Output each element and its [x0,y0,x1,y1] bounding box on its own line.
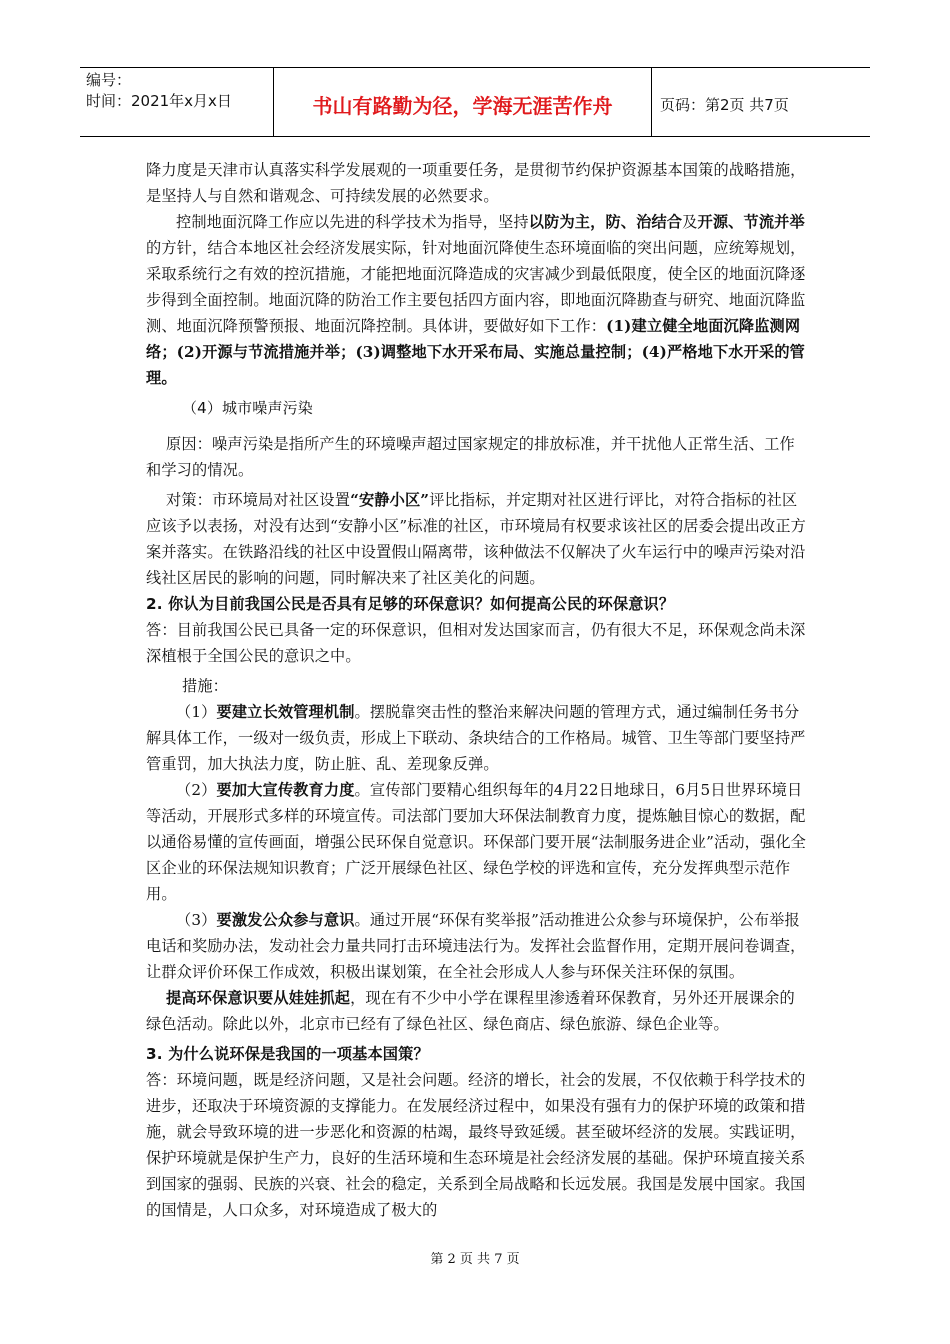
emphasis: 要激发公众参与意识 [216,911,355,929]
section-heading: （4）城市噪声污染 [182,399,313,417]
emphasis: 要建立长效管理机制 [216,703,355,721]
page-header [80,67,870,137]
paragraph: （3）要激发公众参与意识。通过开展“环保有奖举报”活动推进公众参与环境保护，公布举报电话和奖励办法，发动社会力量共同打击环境违法行为。发挥社会监督作用，定期开展问卷调查，让群众评价环保工作成效，积极出谋划策，在全社会形成人人参与环保关注环保的氛围。 [146,911,806,981]
emphasis: 要加大宣传教育力度 [216,781,355,799]
header-page-label: 页码：第2页 共7页 [660,95,789,114]
header-meta [80,68,274,136]
paragraph: 控制地面沉降工作应以先进的科学技术为指导，坚持以防为主，防、治结合及开源、节流并举的方针，结合本地区社会经济发展实际，针对地面沉降使生态环境面临的突出问题，应统筹规划，采取系统行之有效的控沉措施，才能把地面沉降造成的灾害减少到最低限度，使全区的地面沉降逐步得到全面控制。地面沉降的防治工作主要包括四方面内容，即地面沉降勘查与研究、地面沉降监测、地面沉降预警预报、地面沉降控制。具体讲，要做好如下工作：(1)建立健全地面沉降监测网络；(2)开源与节流措施并举；(3)调整地下水开采布局、实施总量控制；(4)严格地下水开采的管理。 [146,213,806,387]
paragraph: 原因：噪声污染是指所产生的环境噪声超过国家规定的排放标准，并干扰他人正常生活、工作和学习的情况。 [146,435,795,479]
paragraph: （1）要建立长效管理机制。摆脱靠突击性的整治来解决问题的管理方式，通过编制任务书分解具体工作，一级对一级负责，形成上下联动、条块结合的工作格局。城管、卫生等部门要坚持严管重罚，加大执法力度，防止脏、乱、差现象反弹。 [146,703,806,773]
header-motto: 书山有路勤为径，学海无涯苦作舟 [274,68,652,136]
paragraph: 降力度是天津市认真落实科学发展观的一项重要任务，是贯彻节约保护资源基本国策的战略措施，是坚持人与自然和谐观念、可持续发展的必然要求。 [146,161,806,205]
paragraph: 提高环保意识要从娃娃抓起，现在有不少中小学在课程里渗透着环保教育，另外还开展课余的绿色活动。除此以外，北京市已经有了绿色社区、绿色商店、绿色旅游、绿色企业等。 [146,989,795,1033]
emphasis: 提高环保意识要从娃娃抓起 [166,989,351,1007]
time-label: 时间：2021年x月x日 [86,92,232,110]
paragraph: （2）要加大宣传教育力度。宣传部门要精心组织每年的4月22日地球日，6月5日世界环境日等活动，开展形式多样的环境宣传。司法部门要加大环保法制教育力度，提炼触目惊心的数据，配以通俗易懂的宣传画面，增强公民环保自觉意识。环保部门要开展“法制服务进企业”活动，强化全区企业的环保法规知识教育；广泛开展绿色社区、绿色学校的评选和宣传，充分发挥典型示范作用。 [146,781,807,903]
emphasis: “安静小区” [350,491,430,509]
emphasis: 以防为主，防、治结合 [528,213,683,231]
label: 措施： [182,677,229,695]
paragraph: 对策：市环境局对社区设置“安静小区”评比指标，并定期对社区进行评比，对符合指标的社区应该予以表扬，对没有达到“安静小区”标准的社区，市环境局有权要求该社区的居委会提出改正方案并落实。在铁路沿线的社区中设置假山隔离带，该种做法不仅解决了火车运行中的噪声污染对沿线社区居民的影响的问题，同时解决来了社区美化的问题。 [146,491,807,587]
label: 原因： [166,435,213,453]
number-label: 编号： [86,71,132,89]
paragraph: 答：目前我国公民已具备一定的环保意识，但相对发达国家而言，仍有很大不足，环保观念尚未深深植根于全国公民的意识之中。 [146,621,806,665]
emphasis: (1)建立健全地面沉降监测网络；(2)开源与节流措施并举；(3)调整地下水开采布局、实施总量控制；(4)严格地下水开采的管理。 [146,317,805,387]
paragraph: 答：环境问题，既是经济问题，又是社会问题。经济的增长，社会的发展，不仅依赖于科学技术的进步，还取决于环境资源的支撑能力。在发展经济过程中，如果没有强有力的保护环境的政策和措施，就会导致环境的进一步恶化和资源的枯竭，最终导致延缓。甚至破坏经济的发展。实践证明，保护环境就是保护生产力，良好的生活环境和生态环境是社会经济发展的基础。保护环境直接关系到国家的强弱、民族的兴衰、社会的稳定，关系到全局战略和长远发展。我国是发展中国家。我国的国情是，人口众多，对环境造成了极大的 [146,1071,806,1219]
question-heading: 2. 你认为目前我国公民是否具有足够的环保意识？如何提高公民的环保意识？ [146,595,675,613]
page-footer: 第 2 页 共 7 页 [430,1252,520,1267]
document-body [146,157,808,1223]
label: 对策： [166,491,213,509]
emphasis: 开源、节流并举 [697,213,805,231]
question-heading: 3. 为什么说环保是我国的一项基本国策？ [146,1045,429,1063]
